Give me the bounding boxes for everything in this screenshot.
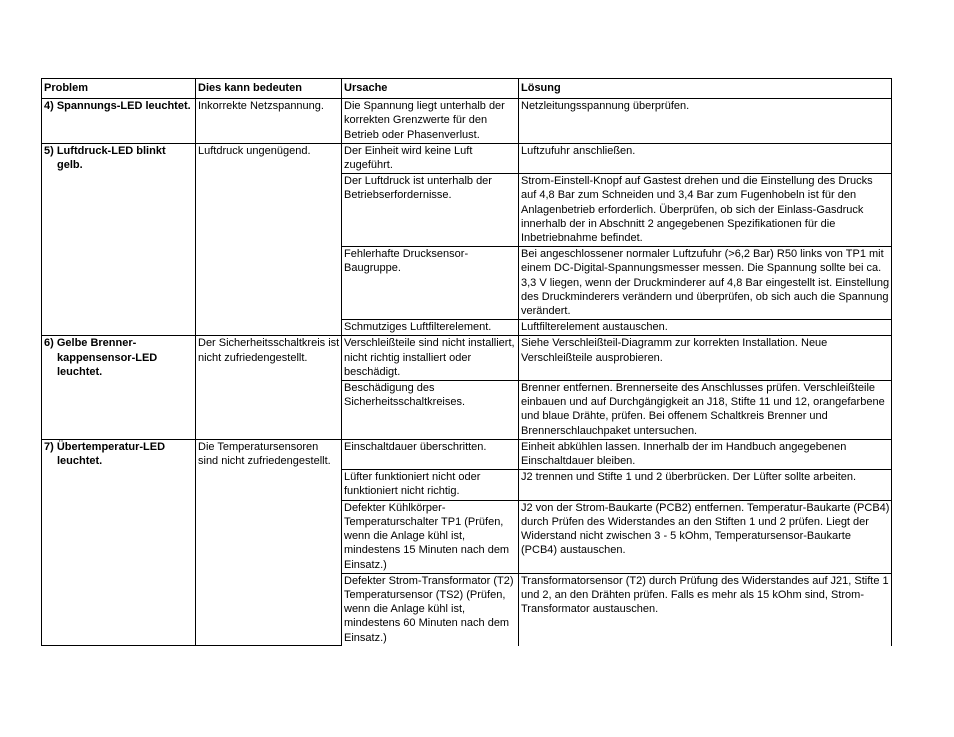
header-cause: Ursache [342, 79, 519, 99]
solution-cell: Luftzufuhr anschließen. [519, 143, 892, 173]
table-header [42, 79, 892, 99]
problem-cell [42, 143, 196, 336]
problem-text: 6) Gelbe Brenner-kappensensor-LED leuchtet. [44, 337, 158, 378]
header-problem: Problem [42, 79, 196, 99]
meaning-cell: Inkorrekte Netzspannung. [196, 99, 342, 144]
cause-cell: Verschleißteile sind nicht installiert, nicht richtig installiert oder beschädigt. [342, 336, 519, 381]
table-row [42, 336, 892, 381]
solution-cell: J2 von der Strom-Baukarte (PCB2) entfernen. Temperatur-Baukarte (PCB4) durch Prüfen des Widerstandes an den Stiften 1 und 2 prüfen. Liegt der Widerstand nicht zwischen 3 - 5 kOhm, Temperatursensor-Baukarte (PCB4) austauschen. [519, 500, 892, 573]
cause-cell: Fehlerhafte Drucksensor-Baugruppe. [342, 247, 519, 320]
header-solution: Lösung [519, 79, 892, 99]
table-body [42, 99, 892, 646]
header-row [42, 79, 892, 99]
meaning-cell: Der Sicherheitsschaltkreis ist nicht zufriedengestellt. [196, 336, 342, 439]
cause-cell: Einschaltdauer überschritten. [342, 439, 519, 469]
cause-cell: Defekter Strom-Transformator (T2) Temperatursensor (TS2) (Prüfen, wenn die Anlage kühl ist, mindestens 60 Minuten nach dem Einsatz.) [342, 573, 519, 646]
table-row [42, 439, 892, 469]
problem-cell [42, 439, 196, 645]
troubleshooting-table [41, 78, 892, 646]
cause-cell: Lüfter funktioniert nicht oder funktioniert nicht richtig. [342, 470, 519, 500]
solution-cell: Bei angeschlossener normaler Luftzufuhr (>6,2 Bar) R50 links von TP1 mit einem DC-Digital-Spannungsmesser messen. Die Spannung sollte bei ca. 3,3 V liegen, wenn der Druckminderer auf 4,8 Bar eingestellt ist. Einstellung des Druckminderers verändern und überprüfen, ob sich auch die Spannung verändert. [519, 247, 892, 320]
header-meaning: Dies kann bedeuten [196, 79, 342, 99]
solution-cell: Transformatorsensor (T2) durch Prüfung des Widerstandes auf J21, Stifte 1 und 2, an den Drähten prüfen. Falls es mehr als 15 kOhm sind, Strom-Transformator austauschen. [519, 573, 892, 646]
solution-cell: Luftfilterelement austauschen. [519, 320, 892, 336]
solution-cell: Netzleitungsspannung überprüfen. [519, 99, 892, 144]
problem-text: 4) Spannungs-LED leuchtet. [44, 100, 191, 113]
problem-text: 5) Luftdruck-LED blinkt gelb. [44, 144, 166, 172]
solution-cell: Siehe Verschleißteil-Diagramm zur korrekten Installation. Neue Verschleißteile ausprobieren. [519, 336, 892, 381]
cause-cell: Der Luftdruck ist unterhalb der Betriebserfordernisse. [342, 174, 519, 247]
meaning-cell: Die Temperatursensoren sind nicht zufriedengestellt. [196, 439, 342, 645]
table-row [42, 143, 892, 173]
cause-cell: Die Spannung liegt unterhalb der korrekten Grenzwerte für den Betrieb oder Phasenverlust. [342, 99, 519, 144]
cause-cell: Schmutziges Luftfilterelement. [342, 320, 519, 336]
cause-cell: Der Einheit wird keine Luft zugeführt. [342, 143, 519, 173]
problem-text: 7) Übertemperatur-LED leuchtet. [44, 440, 166, 468]
solution-cell: J2 trennen und Stifte 1 und 2 überbrücken. Der Lüfter sollte arbeiten. [519, 470, 892, 500]
meaning-cell: Luftdruck ungenügend. [196, 143, 342, 336]
solution-cell: Strom-Einstell-Knopf auf Gastest drehen und die Einstellung des Drucks auf 4,8 Bar zum Schneiden und 3,4 Bar zum Fugenhobeln ist für den Anlagenbetrieb erforderlich. Überprüfen, ob sich der Einlass-Gasdruck innerhalb der in Abschnitt 2 angegebenen Spezifikationen für die Inbetriebnahme befindet. [519, 174, 892, 247]
problem-cell [42, 336, 196, 439]
solution-cell: Einheit abkühlen lassen. Innerhalb der im Handbuch angegebenen Einschaltdauer bleiben. [519, 439, 892, 469]
table-row [42, 99, 892, 144]
cause-cell: Defekter Kühlkörper-Temperaturschalter TP1 (Prüfen, wenn die Anlage kühl ist, mindestens 15 Minuten nach dem Einsatz.) [342, 500, 519, 573]
cause-cell: Beschädigung des Sicherheitsschaltkreises. [342, 381, 519, 440]
solution-cell: Brenner entfernen. Brennerseite des Anschlusses prüfen. Verschleißteile einbauen und auf Durchgängigkeit an J18, Stifte 11 und 12, orangefarbene und blaue Drähte, prüfen. Bei offenem Schaltkreis Brenner und Brennerschlauchpaket untersuchen. [519, 381, 892, 440]
problem-cell [42, 99, 196, 144]
